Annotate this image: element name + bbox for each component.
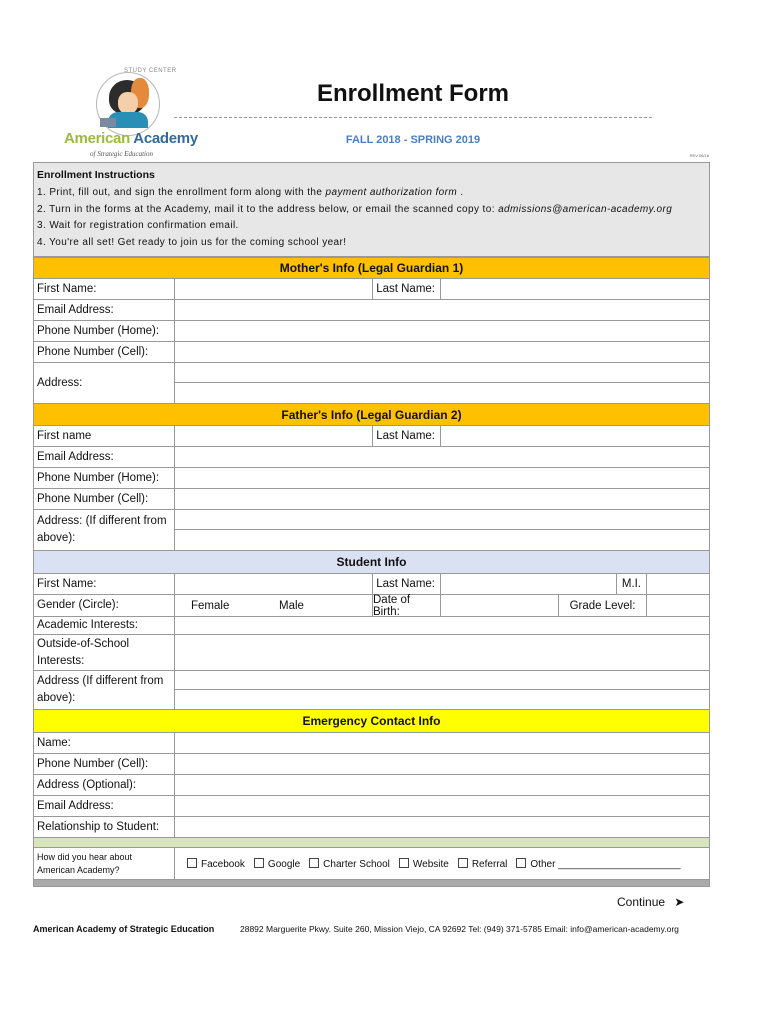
checkbox-icon[interactable] bbox=[187, 858, 197, 868]
student-outside-label: Outside-of-School Interests: bbox=[34, 635, 175, 670]
emergency-address-row bbox=[33, 775, 710, 796]
mother-phone-cell-label: Phone Number (Cell): bbox=[34, 342, 175, 362]
student-gender-field bbox=[175, 595, 373, 616]
student-address-row bbox=[33, 671, 710, 710]
mother-address-line1-field[interactable] bbox=[175, 363, 709, 383]
student-address-label: Address (If different from above): bbox=[34, 671, 175, 709]
hear-about-row bbox=[33, 848, 710, 880]
emergency-address-label: Address (Optional): bbox=[34, 775, 175, 795]
student-grade-field[interactable] bbox=[647, 595, 709, 616]
footer-contact-info: 28892 Marguerite Pkwy. Suite 260, Mission Viejo, CA 92692 Tel: (949) 371-5785 Email: info@american-academy.org bbox=[240, 924, 679, 934]
green-divider-bar bbox=[33, 838, 710, 848]
student-info-header: Student Info bbox=[33, 551, 710, 574]
emergency-email-field[interactable] bbox=[175, 796, 709, 816]
father-last-name-field[interactable] bbox=[441, 426, 709, 446]
student-academic-row bbox=[33, 617, 710, 635]
father-address-line1-field[interactable] bbox=[175, 510, 709, 530]
checkbox-icon[interactable] bbox=[254, 858, 264, 868]
mother-phone-cell-row bbox=[33, 342, 710, 363]
father-email-label: Email Address: bbox=[34, 447, 175, 467]
student-grade-label: Grade Level: bbox=[559, 595, 647, 616]
mother-phone-home-row bbox=[33, 321, 710, 342]
form-term: FALL 2018 - SPRING 2019 bbox=[345, 134, 481, 146]
logo-face-shape bbox=[118, 92, 138, 114]
father-info-header: Father's Info (Legal Guardian 2) bbox=[33, 404, 710, 426]
logo-book-shape bbox=[100, 118, 116, 127]
form-title: Enrollment Form bbox=[316, 80, 509, 107]
father-address-label: Address: (If different from above): bbox=[34, 510, 175, 550]
logo-name-part2: Academy bbox=[133, 130, 198, 147]
logo-name-part1: American bbox=[64, 130, 130, 147]
student-address-line2-field[interactable] bbox=[175, 690, 709, 709]
instruction-line-3: 3. Wait for registration confirmation email. bbox=[37, 220, 239, 231]
mother-address-row bbox=[33, 363, 710, 404]
mother-email-label: Email Address: bbox=[34, 300, 175, 320]
emergency-name-row bbox=[33, 733, 710, 754]
father-phone-home-field[interactable] bbox=[175, 468, 709, 488]
mother-info-header: Mother's Info (Legal Guardian 1) bbox=[33, 257, 710, 279]
emergency-email-label: Email Address: bbox=[34, 796, 175, 816]
mother-last-name-label: Last Name: bbox=[373, 279, 441, 299]
mother-address-line2-field[interactable] bbox=[175, 383, 709, 403]
emergency-phone-field[interactable] bbox=[175, 754, 709, 774]
gender-option-male[interactable]: Male bbox=[279, 599, 304, 612]
father-phone-cell-row bbox=[33, 489, 710, 510]
father-name-row bbox=[33, 426, 710, 447]
student-dob-field[interactable] bbox=[441, 595, 559, 616]
father-address-row bbox=[33, 510, 710, 551]
mother-address-label: Address: bbox=[34, 363, 175, 403]
mother-email-row bbox=[33, 300, 710, 321]
student-last-name-field[interactable] bbox=[441, 574, 617, 594]
father-email-row bbox=[33, 447, 710, 468]
footer-academy-name: American Academy of Strategic Education bbox=[33, 924, 215, 934]
option-charter-school[interactable]: Charter School bbox=[309, 858, 390, 870]
checkbox-icon[interactable] bbox=[516, 858, 526, 868]
gender-option-female[interactable]: Female bbox=[191, 599, 230, 612]
option-google[interactable]: Google bbox=[254, 858, 300, 870]
emergency-relationship-row bbox=[33, 817, 710, 838]
emergency-relationship-label: Relationship to Student: bbox=[34, 817, 175, 837]
logo-subtitle: of Strategic Education bbox=[90, 150, 153, 158]
emergency-name-label: Name: bbox=[34, 733, 175, 753]
instruction-line-4: 4. You're all set! Get ready to join us for the coming school year! bbox=[37, 236, 347, 248]
option-website[interactable]: Website bbox=[399, 858, 449, 870]
instruction-line-2: 2. Turn in the forms at the Academy, mail it to the address below, or email the scanned copy to: admissions@american-academy.org bbox=[37, 203, 673, 215]
grey-bottom-bar bbox=[33, 880, 710, 887]
checkbox-icon[interactable] bbox=[399, 858, 409, 868]
father-first-name-field[interactable] bbox=[175, 426, 373, 446]
father-phone-home-label: Phone Number (Home): bbox=[34, 468, 175, 488]
student-outside-row bbox=[33, 635, 710, 671]
student-mi-label: M.I. bbox=[617, 574, 647, 594]
arrow-right-icon: ➤ bbox=[674, 895, 685, 909]
logo-arc-text: STUDY CENTER bbox=[124, 68, 177, 74]
mother-email-field[interactable] bbox=[175, 300, 709, 320]
student-academic-label: Academic Interests: bbox=[34, 617, 175, 634]
student-address-line1-field[interactable] bbox=[175, 671, 709, 690]
mother-last-name-field[interactable] bbox=[441, 279, 709, 299]
option-referral[interactable]: Referral bbox=[458, 858, 508, 870]
student-last-name-label: Last Name: bbox=[373, 574, 441, 594]
emergency-info-header: Emergency Contact Info bbox=[33, 710, 710, 733]
continue-link[interactable] bbox=[617, 895, 684, 909]
title-divider bbox=[174, 117, 652, 118]
emergency-phone-row bbox=[33, 754, 710, 775]
option-facebook[interactable]: Facebook bbox=[187, 858, 245, 870]
father-phone-cell-label: Phone Number (Cell): bbox=[34, 489, 175, 509]
student-first-name-field[interactable] bbox=[175, 574, 373, 594]
option-other[interactable]: Other ______________________ bbox=[516, 858, 680, 870]
student-gender-label: Gender (Circle): bbox=[34, 595, 175, 616]
student-gender-row bbox=[33, 595, 710, 617]
father-last-name-label: Last Name: bbox=[373, 426, 441, 446]
mother-name-row bbox=[33, 279, 710, 300]
father-phone-home-row bbox=[33, 468, 710, 489]
student-first-name-label: First Name: bbox=[34, 574, 175, 594]
checkbox-icon[interactable] bbox=[458, 858, 468, 868]
student-dob-label: Date of Birth: bbox=[373, 595, 441, 616]
student-academic-field[interactable] bbox=[175, 617, 709, 634]
emergency-relationship-field[interactable] bbox=[175, 817, 709, 837]
instructions-title: Enrollment Instructions bbox=[37, 169, 155, 181]
instruction-line-1: 1. Print, fill out, and sign the enrollment form along with the payment authorization form . bbox=[37, 187, 464, 198]
father-phone-cell-field[interactable] bbox=[175, 489, 709, 509]
emergency-address-field[interactable] bbox=[175, 775, 709, 795]
student-mi-field[interactable] bbox=[647, 574, 709, 594]
emergency-phone-label: Phone Number (Cell): bbox=[34, 754, 175, 774]
mother-first-name-label: First Name: bbox=[34, 279, 175, 299]
hear-about-options bbox=[175, 848, 709, 879]
emergency-email-row bbox=[33, 796, 710, 817]
father-first-name-label: First name bbox=[34, 426, 175, 446]
mother-phone-home-field[interactable] bbox=[175, 321, 709, 341]
student-name-row bbox=[33, 574, 710, 595]
father-email-field[interactable] bbox=[175, 447, 709, 467]
mother-first-name-field[interactable] bbox=[175, 279, 373, 299]
student-outside-field[interactable] bbox=[175, 635, 709, 670]
hear-about-label: How did you hear about American Academy? bbox=[34, 848, 175, 879]
checkbox-icon[interactable] bbox=[309, 858, 319, 868]
mother-phone-home-label: Phone Number (Home): bbox=[34, 321, 175, 341]
emergency-name-field[interactable] bbox=[175, 733, 709, 753]
continue-label: Continue bbox=[617, 895, 666, 909]
father-address-line2-field[interactable] bbox=[175, 530, 709, 550]
revision-label: REV 06/18 bbox=[689, 153, 709, 158]
mother-phone-cell-field[interactable] bbox=[175, 342, 709, 362]
instructions-box bbox=[33, 162, 710, 257]
